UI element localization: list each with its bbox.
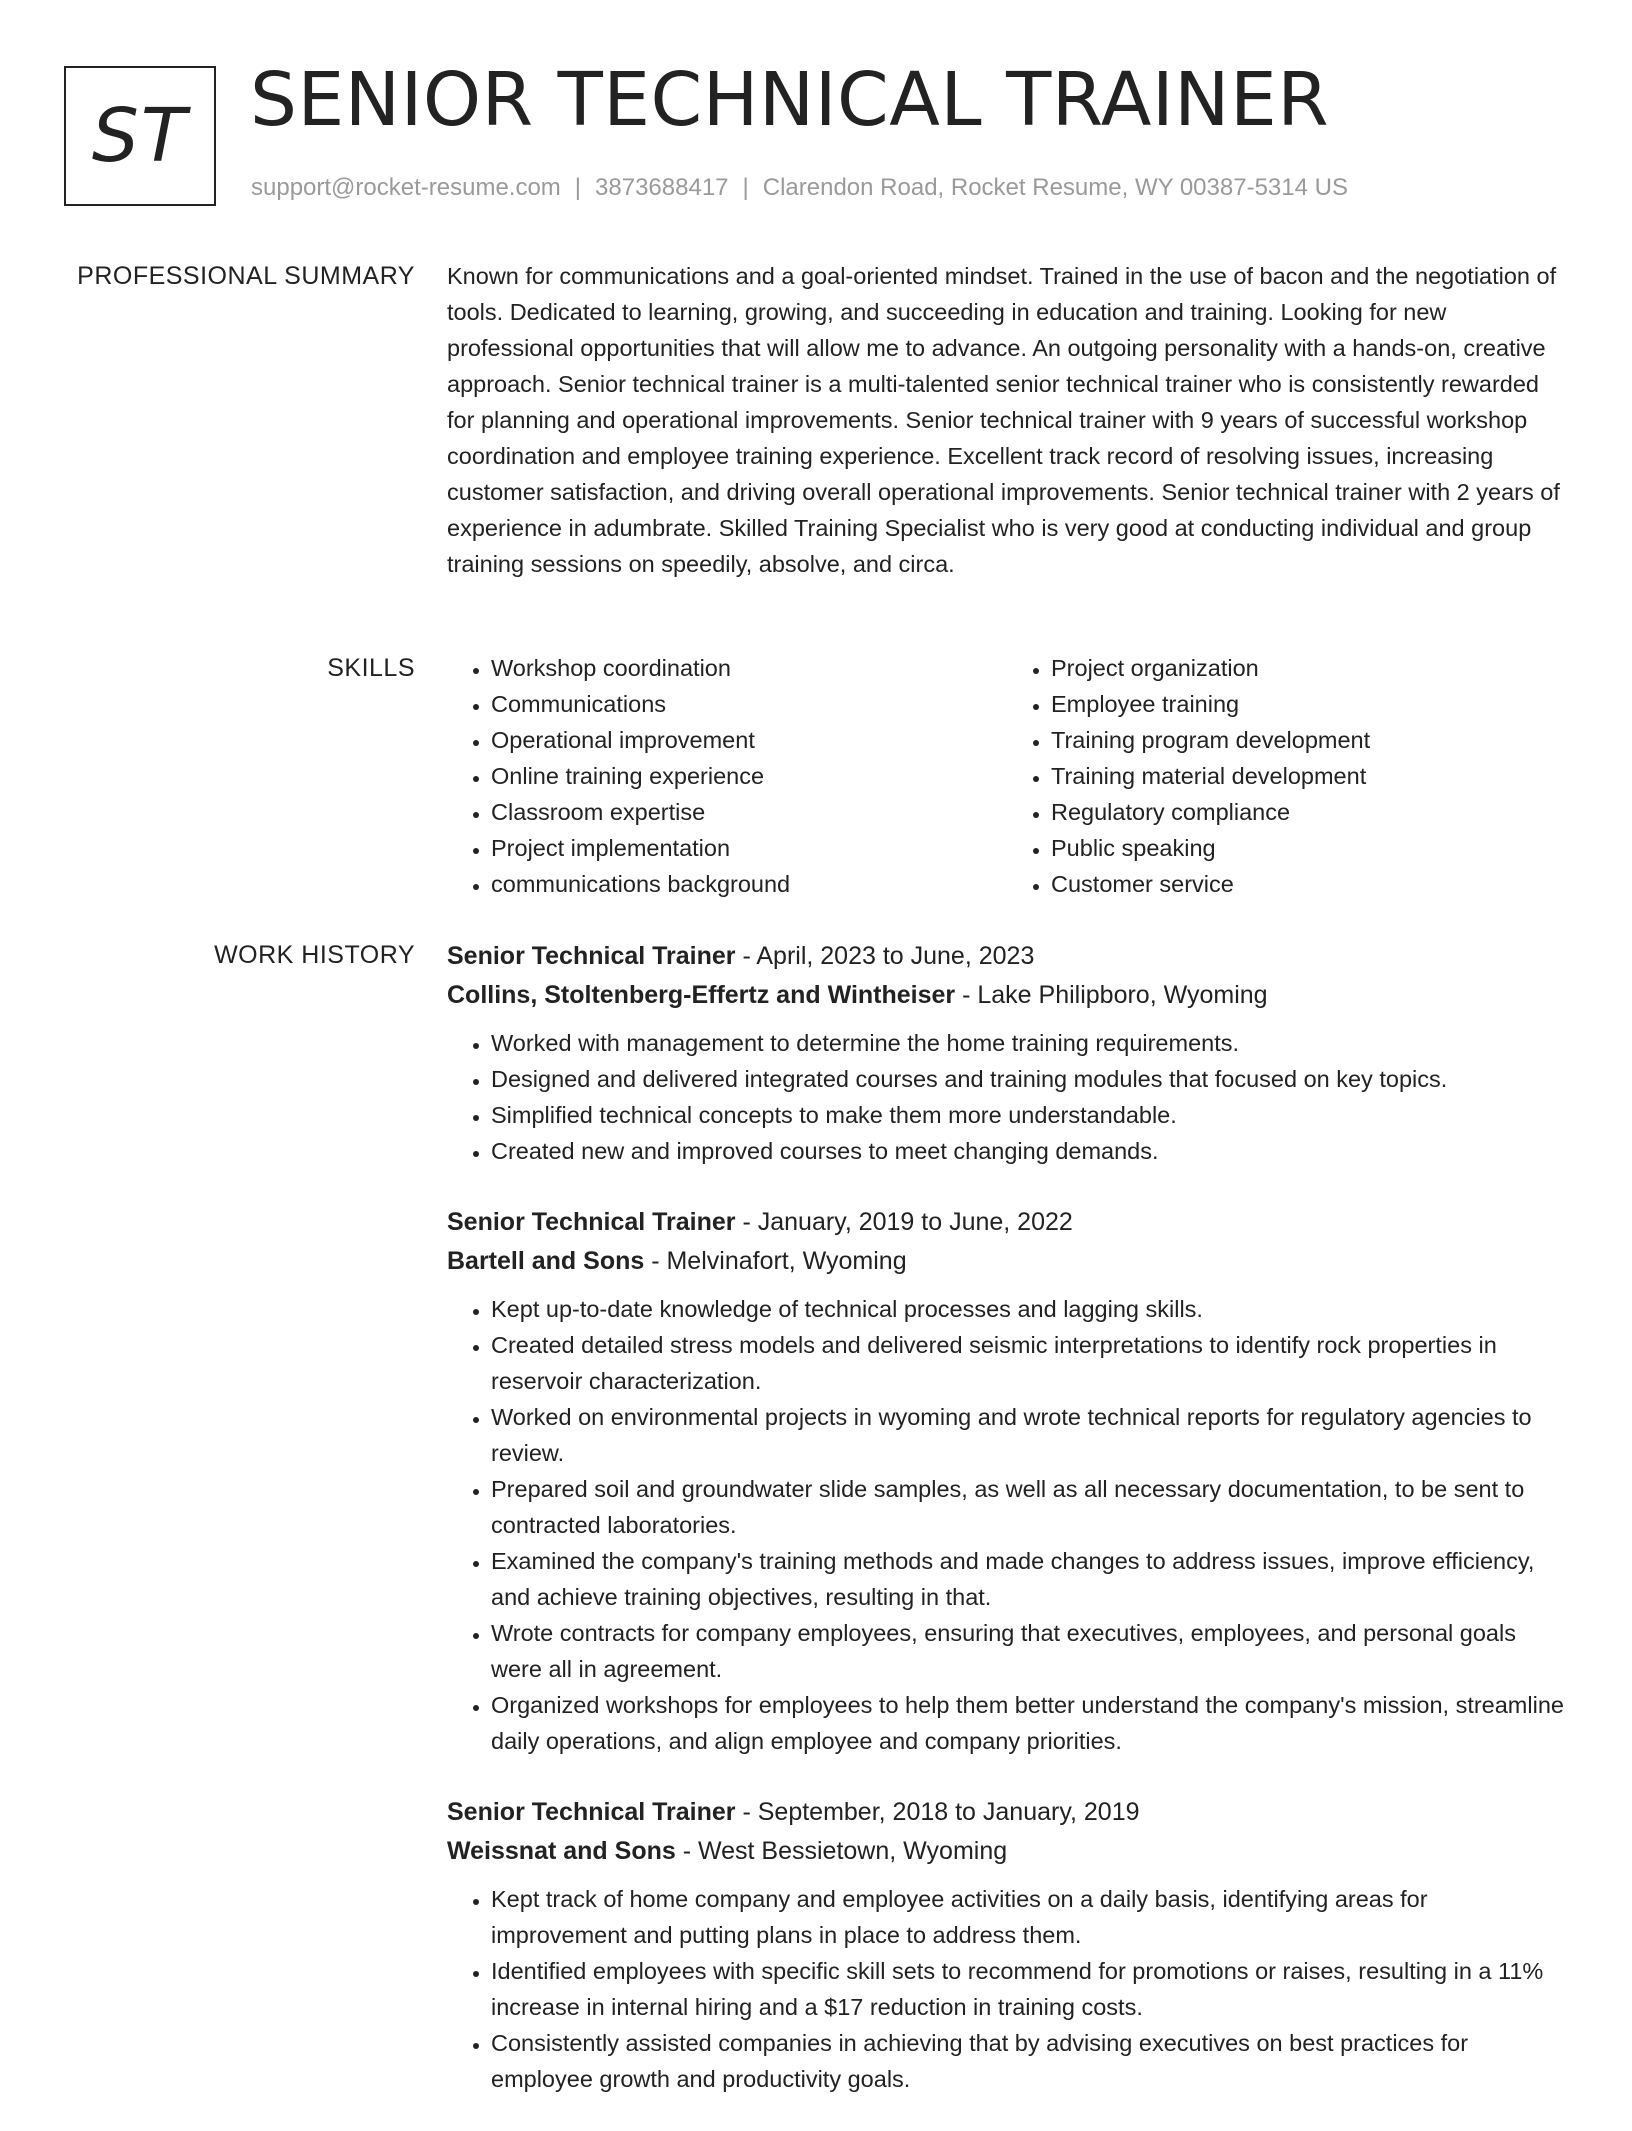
job-location: - West Bessietown, Wyoming <box>675 1837 1008 1865</box>
job-title-line <box>447 937 1567 976</box>
job-title: Senior Technical Trainer <box>447 1208 736 1236</box>
job-duty: • Created new and improved courses to meet changing demands. <box>491 1133 1567 1169</box>
job-duty: • Created detailed stress models and delivered seismic interpretations to identify rock properties in reservoir characterization. <box>491 1327 1567 1399</box>
job-company: Bartell and Sons <box>447 1247 645 1275</box>
job-company-line <box>447 976 1567 1015</box>
job-duties <box>447 1025 1567 1169</box>
resume-title: SENIOR TECHNICAL TRAINER <box>250 57 1330 143</box>
job-dates: - April, 2023 to June, 2023 <box>735 942 1035 970</box>
summary-text: Known for communications and a goal-oriented mindset. Trained in the use of bacon and the negotiation of tools. Dedicated to learning, growing, and succeeding in education and training. Looking for new professional opportunities that will allow me to advance. An outgoing personality with a hands-on, creative approach. Senior technical trainer is a multi-talented senior technical trainer who is consistently rewarded for planning and operational improvements. Senior technical trainer with 9 years of successful workshop coordination and employee training experience. Excellent track record of resolving issues, increasing customer satisfaction, and driving overall operational improvements. Senior technical trainer with 2 years of experience in adumbrate. Skilled Training Specialist who is very good at conducting individual and group training sessions on speedily, absolve, and circa. <box>447 263 1560 577</box>
job-company: Weissnat and Sons <box>447 1837 676 1865</box>
skill-item: • Training program development <box>1051 722 1567 758</box>
job-duty: • Designed and delivered integrated courses and training modules that focused on key topics. <box>491 1061 1567 1097</box>
contact-line <box>251 174 1348 202</box>
monogram-box <box>64 66 216 206</box>
job-duty: • Kept track of home company and employee activities on a daily basis, identifying areas for improvement and putting plans in place to address them. <box>491 1881 1567 1953</box>
skill-item: • Regulatory compliance <box>1051 794 1567 830</box>
contact-separator: | <box>742 174 749 201</box>
job-duty: • Simplified technical concepts to make them more understandable. <box>491 1097 1567 1133</box>
skill-item: • Project organization <box>1051 650 1567 686</box>
summary-content <box>447 258 1567 582</box>
job-title: Senior Technical Trainer <box>447 1798 736 1826</box>
skills-list-right <box>1007 650 1567 902</box>
job-duty: • Consistently assisted companies in achieving that by advising executives on best practices for employee growth and productivity goals. <box>491 2025 1567 2097</box>
skills-content <box>447 650 1567 902</box>
skills-list-left <box>447 650 1007 902</box>
summary-heading: PROFESSIONAL SUMMARY <box>77 262 415 290</box>
skill-item: • Classroom expertise <box>491 794 1007 830</box>
job-entry <box>447 937 1567 1169</box>
job-dates: - January, 2019 to June, 2022 <box>735 1208 1073 1236</box>
job-duty: • Prepared soil and groundwater slide samples, as well as all necessary documentation, to be sent to contracted laboratories. <box>491 1471 1567 1543</box>
job-duty: • Worked with management to determine the home training requirements. <box>491 1025 1567 1061</box>
job-entry <box>447 1793 1567 2097</box>
contact-phone[interactable]: 3873688417 <box>595 174 729 201</box>
job-duties <box>447 1881 1567 2097</box>
skill-item: • communications background <box>491 866 1007 902</box>
job-location: - Lake Philipboro, Wyoming <box>955 981 1268 1009</box>
skill-item: • Workshop coordination <box>491 650 1007 686</box>
skill-item: • Operational improvement <box>491 722 1007 758</box>
job-company-line <box>447 1242 1567 1281</box>
skill-item: • Project implementation <box>491 830 1007 866</box>
work-history-heading: WORK HISTORY <box>214 941 415 969</box>
skill-item: • Training material development <box>1051 758 1567 794</box>
skills-heading: SKILLS <box>327 654 415 682</box>
job-duty: • Kept up-to-date knowledge of technical processes and lagging skills. <box>491 1291 1567 1327</box>
job-duties <box>447 1291 1567 1759</box>
job-title-line <box>447 1793 1567 1832</box>
contact-separator: | <box>574 174 582 201</box>
skill-item: • Customer service <box>1051 866 1567 902</box>
job-company: Collins, Stoltenberg-Effertz and Wintheiser <box>447 981 956 1009</box>
contact-address: Clarendon Road, Rocket Resume, WY 00387-5314 US <box>762 174 1348 201</box>
skills-columns <box>447 650 1567 902</box>
work-history-content <box>447 937 1567 2131</box>
job-duty: • Organized workshops for employees to help them better understand the company's mission, streamline daily operations, and align employee and company priorities. <box>491 1687 1567 1759</box>
skill-item: • Public speaking <box>1051 830 1567 866</box>
job-title: Senior Technical Trainer <box>447 942 736 970</box>
job-duty: • Identified employees with specific skill sets to recommend for promotions or raises, resulting in a 11% increase in internal hiring and a $17 reduction in training costs. <box>491 1953 1567 2025</box>
job-duty: • Worked on environmental projects in wyoming and wrote technical reports for regulatory agencies to review. <box>491 1399 1567 1471</box>
job-duty: • Wrote contracts for company employees, ensuring that executives, employees, and personal goals were all in agreement. <box>491 1615 1567 1687</box>
skill-item: • Employee training <box>1051 686 1567 722</box>
job-company-line <box>447 1832 1567 1871</box>
contact-email[interactable]: support@rocket-resume.com <box>251 174 561 201</box>
job-entry <box>447 1203 1567 1759</box>
monogram-initials: ST <box>91 93 189 179</box>
job-location: - Melvinafort, Wyoming <box>644 1247 907 1275</box>
job-duty: • Examined the company's training methods and made changes to address issues, improve efficiency, and achieve training objectives, resulting in that. <box>491 1543 1567 1615</box>
job-title-line <box>447 1203 1567 1242</box>
skill-item: • Online training experience <box>491 758 1007 794</box>
job-dates: - September, 2018 to January, 2019 <box>735 1798 1140 1826</box>
skill-item: • Communications <box>491 686 1007 722</box>
